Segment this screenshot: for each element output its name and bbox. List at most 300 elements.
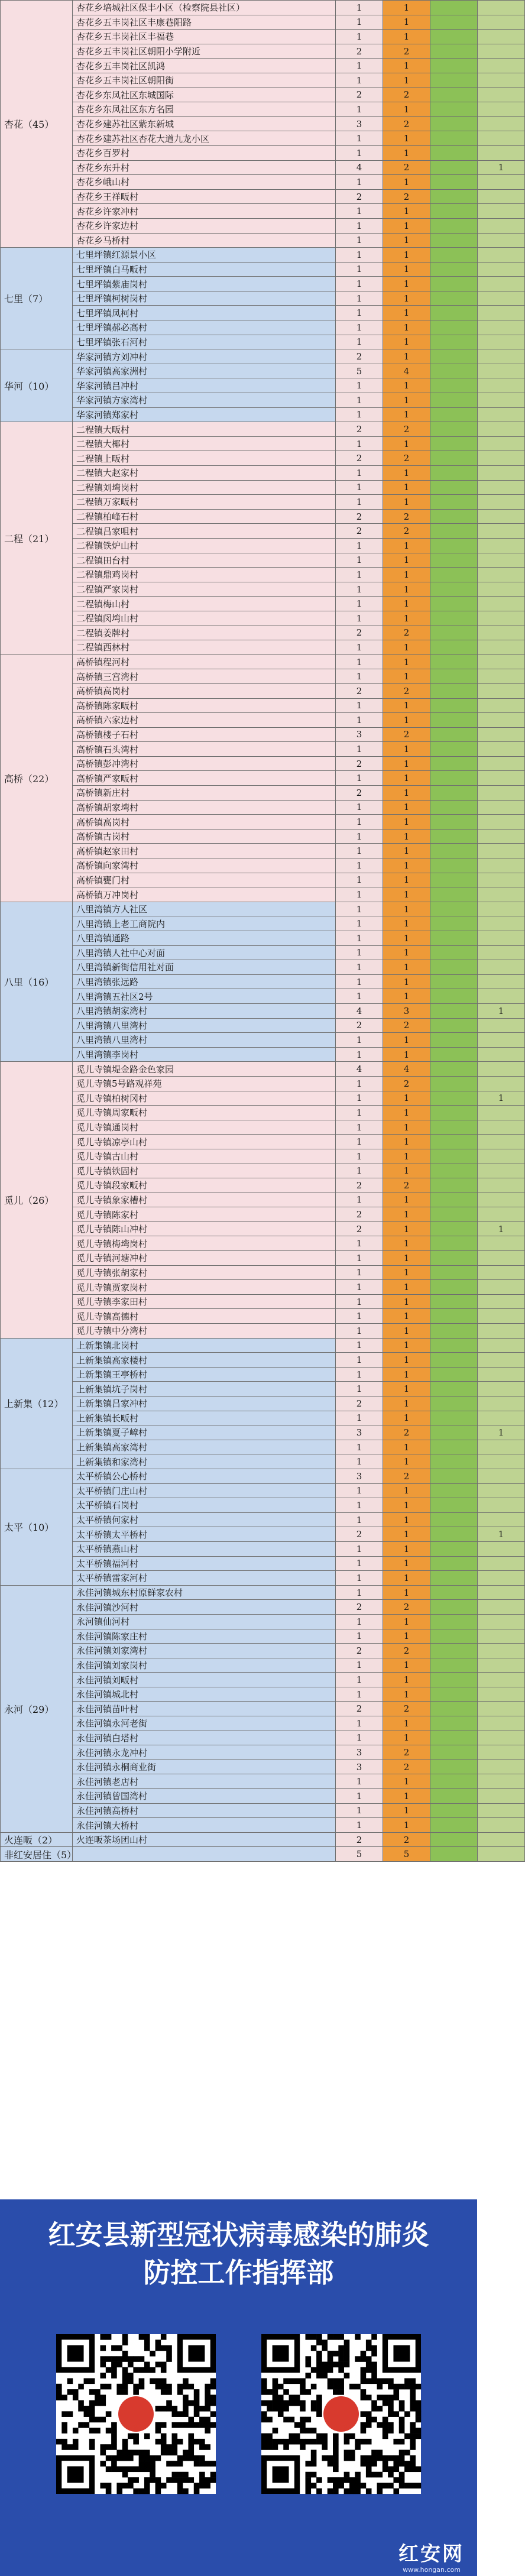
count-total-cell: 1 — [336, 218, 383, 233]
table-row — [1, 1556, 525, 1571]
table-row — [1, 742, 525, 757]
location-cell: 八里湾镇上老工商院内 — [73, 916, 336, 931]
count-total-cell: 1 — [336, 1803, 383, 1818]
count-total-cell: 1 — [336, 887, 383, 902]
count-a-cell: 1 — [383, 1731, 430, 1745]
count-a-cell: 1 — [383, 1353, 430, 1368]
table-row — [1, 1687, 525, 1702]
count-a-cell: 1 — [383, 1716, 430, 1731]
count-a-cell: 1 — [383, 306, 430, 320]
count-c-cell — [478, 611, 525, 626]
table-row — [1, 1, 525, 15]
count-c-cell — [478, 44, 525, 59]
location-cell: 杏花乡东升村 — [73, 160, 336, 175]
count-c-cell — [478, 1207, 525, 1222]
count-a-cell: 2 — [383, 1702, 430, 1716]
location-cell: 永佳河镇白塔村 — [73, 1731, 336, 1745]
count-c-cell — [478, 320, 525, 335]
count-a-cell: 1 — [383, 887, 430, 902]
count-a-cell: 1 — [383, 1483, 430, 1498]
count-total-cell: 1 — [336, 480, 383, 495]
count-b-cell — [430, 1454, 478, 1469]
location-cell: 杏花乡建苏社区杏花大道九龙小区 — [73, 131, 336, 146]
count-total-cell: 1 — [336, 538, 383, 553]
count-c-cell — [478, 582, 525, 597]
count-b-cell — [430, 916, 478, 931]
count-total-cell: 2 — [336, 44, 383, 59]
location-cell: 永佳河镇刘家湾村 — [73, 1644, 336, 1658]
count-a-cell: 1 — [383, 1, 430, 15]
count-c-cell — [478, 654, 525, 669]
count-b-cell — [430, 1193, 478, 1207]
count-a-cell: 1 — [383, 1207, 430, 1222]
location-cell: 杏花乡五丰岗社区凯鸿 — [73, 59, 336, 73]
count-c-cell — [478, 495, 525, 510]
count-b-cell — [430, 568, 478, 582]
count-total-cell: 1 — [336, 974, 383, 989]
table-row — [1, 1280, 525, 1295]
location-cell: 二程镇严家岗村 — [73, 582, 336, 597]
table-row — [1, 640, 525, 655]
count-b-cell — [430, 1629, 478, 1644]
count-total-cell: 1 — [336, 582, 383, 597]
count-total-cell: 1 — [336, 393, 383, 408]
count-a-cell: 1 — [383, 654, 430, 669]
count-c-cell — [478, 102, 525, 117]
table-row — [1, 800, 525, 815]
count-c-cell — [478, 844, 525, 858]
count-c-cell — [478, 480, 525, 495]
count-a-cell: 1 — [383, 175, 430, 190]
count-b-cell — [430, 1716, 478, 1731]
count-total-cell: 1 — [336, 654, 383, 669]
count-b-cell — [430, 466, 478, 481]
count-c-cell — [478, 1498, 525, 1513]
table-row — [1, 1789, 525, 1804]
count-a-cell: 1 — [383, 378, 430, 393]
count-b-cell — [430, 1803, 478, 1818]
location-cell: 高桥镇彭冲湾村 — [73, 756, 336, 771]
location-cell: 高桥镇严家畈村 — [73, 771, 336, 786]
table-row — [1, 262, 525, 277]
table-row — [1, 30, 525, 44]
table-row — [1, 1309, 525, 1324]
count-a-cell: 1 — [383, 1673, 430, 1687]
location-cell: 永佳河镇刘家岗村 — [73, 1658, 336, 1673]
table-row — [1, 59, 525, 73]
count-a-cell: 1 — [383, 1091, 430, 1106]
count-total-cell: 1 — [336, 1774, 383, 1789]
count-c-cell — [478, 1324, 525, 1339]
table-row — [1, 1644, 525, 1658]
location-cell: 永佳河镇大桥村 — [73, 1818, 336, 1833]
location-cell: 杏花乡建苏社区紫东新城 — [73, 116, 336, 131]
count-c-cell — [478, 1440, 525, 1454]
count-c-cell — [478, 902, 525, 916]
table-row — [1, 669, 525, 684]
count-a-cell: 1 — [383, 1571, 430, 1586]
count-a-cell: 1 — [383, 1338, 430, 1353]
count-c-cell — [478, 1789, 525, 1804]
count-c-cell — [478, 1367, 525, 1382]
count-total-cell: 2 — [336, 1221, 383, 1236]
count-c-cell — [478, 873, 525, 887]
table-row — [1, 364, 525, 378]
count-total-cell: 1 — [336, 1294, 383, 1309]
count-a-cell: 2 — [383, 1644, 430, 1658]
table-row — [1, 698, 525, 713]
table-row — [1, 1571, 525, 1586]
count-b-cell — [430, 1382, 478, 1396]
footer-banner — [0, 2199, 477, 2576]
count-b-cell — [430, 1731, 478, 1745]
table-row — [1, 524, 525, 539]
count-c-cell — [478, 1, 525, 15]
count-b-cell — [430, 1062, 478, 1077]
count-b-cell — [430, 800, 478, 815]
count-a-cell: 4 — [383, 1062, 430, 1077]
count-total-cell: 1 — [336, 1, 383, 15]
count-c-cell — [478, 30, 525, 44]
table-row — [1, 1716, 525, 1731]
count-c-cell — [478, 1673, 525, 1687]
count-c-cell — [478, 175, 525, 190]
count-a-cell: 1 — [383, 902, 430, 916]
count-a-cell: 1 — [383, 1789, 430, 1804]
count-c-cell: 1 — [478, 1003, 525, 1018]
table-row — [1, 1818, 525, 1833]
count-total-cell: 1 — [336, 1106, 383, 1120]
count-b-cell — [430, 291, 478, 306]
count-b-cell — [430, 1120, 478, 1135]
location-cell: 二程镇上畈村 — [73, 451, 336, 466]
count-a-cell: 1 — [383, 291, 430, 306]
location-cell: 高桥镇甕门村 — [73, 873, 336, 887]
count-total-cell: 1 — [336, 291, 383, 306]
count-a-cell: 2 — [383, 160, 430, 175]
count-a-cell: 1 — [383, 1236, 430, 1251]
table-row — [1, 1149, 525, 1164]
count-total-cell: 2 — [336, 1018, 383, 1033]
count-b-cell — [430, 1411, 478, 1425]
table-row — [1, 1251, 525, 1266]
count-b-cell — [430, 844, 478, 858]
count-a-cell: 1 — [383, 844, 430, 858]
count-c-cell — [478, 786, 525, 801]
count-total-cell: 1 — [336, 1324, 383, 1339]
count-c-cell — [478, 568, 525, 582]
count-a-cell: 1 — [383, 713, 430, 728]
count-b-cell — [430, 611, 478, 626]
count-a-cell: 1 — [383, 320, 430, 335]
count-a-cell: 1 — [383, 277, 430, 291]
count-total-cell: 1 — [336, 713, 383, 728]
count-b-cell — [430, 1106, 478, 1120]
count-total-cell: 1 — [336, 320, 383, 335]
table-row — [1, 553, 525, 568]
count-total-cell: 2 — [336, 1527, 383, 1542]
location-cell: 觅儿寺镇柏树冈村 — [73, 1091, 336, 1106]
count-total-cell: 1 — [336, 597, 383, 611]
location-cell: 太平桥镇何家村 — [73, 1512, 336, 1527]
footer-title-line2: 防控工作指挥部 — [143, 2257, 334, 2289]
count-c-cell — [478, 291, 525, 306]
count-b-cell — [430, 727, 478, 742]
count-c-cell — [478, 378, 525, 393]
count-total-cell: 1 — [336, 800, 383, 815]
location-cell: 二程镇鼎鸡岗村 — [73, 568, 336, 582]
table-row — [1, 378, 525, 393]
qr-code-left[interactable] — [56, 2334, 216, 2494]
location-cell: 二程镇铁炉山村 — [73, 538, 336, 553]
count-b-cell — [430, 233, 478, 248]
count-b-cell — [430, 335, 478, 349]
count-a-cell: 1 — [383, 1251, 430, 1266]
count-total-cell: 3 — [336, 1425, 383, 1440]
count-a-cell: 1 — [383, 436, 430, 451]
count-c-cell — [478, 1047, 525, 1062]
count-b-cell — [430, 1832, 478, 1847]
count-total-cell: 3 — [336, 727, 383, 742]
town-cell: 华河（10） — [1, 349, 73, 422]
count-c-cell — [478, 1716, 525, 1731]
location-cell: 高桥镇赵家田村 — [73, 844, 336, 858]
count-total-cell: 1 — [336, 669, 383, 684]
table-row — [1, 480, 525, 495]
count-a-cell: 1 — [383, 1396, 430, 1411]
count-c-cell — [478, 15, 525, 30]
count-b-cell — [430, 1236, 478, 1251]
count-a-cell: 1 — [383, 611, 430, 626]
count-total-cell: 2 — [336, 1832, 383, 1847]
count-b-cell — [430, 1644, 478, 1658]
location-cell: 永佳河镇永龙冲村 — [73, 1745, 336, 1760]
count-c-cell — [478, 509, 525, 524]
location-cell: 二程镇柏峰石村 — [73, 509, 336, 524]
table-row — [1, 568, 525, 582]
table-row — [1, 1658, 525, 1673]
count-b-cell — [430, 189, 478, 204]
count-c-cell — [478, 1658, 525, 1673]
count-total-cell: 2 — [336, 189, 383, 204]
location-cell: 永佳河镇永河老街 — [73, 1716, 336, 1731]
count-b-cell — [430, 1, 478, 15]
count-b-cell — [430, 1178, 478, 1193]
count-total-cell: 3 — [336, 116, 383, 131]
count-b-cell — [430, 1367, 478, 1382]
count-b-cell — [430, 1440, 478, 1454]
count-a-cell: 1 — [383, 1106, 430, 1120]
count-a-cell: 1 — [383, 1193, 430, 1207]
location-cell: 上新集镇坑子岗村 — [73, 1382, 336, 1396]
count-a-cell: 1 — [383, 945, 430, 960]
count-a-cell: 3 — [383, 1003, 430, 1018]
location-cell: 永河镇仙河村 — [73, 1614, 336, 1629]
location-cell: 高桥镇三宫湾村 — [73, 669, 336, 684]
location-cell: 二程镇姜牌村 — [73, 626, 336, 640]
count-total-cell: 2 — [336, 88, 383, 102]
count-total-cell: 1 — [336, 1076, 383, 1091]
count-b-cell — [430, 1818, 478, 1833]
count-b-cell — [430, 422, 478, 437]
count-c-cell — [478, 800, 525, 815]
count-a-cell: 4 — [383, 364, 430, 378]
count-total-cell: 4 — [336, 160, 383, 175]
count-a-cell: 1 — [383, 1629, 430, 1644]
location-cell: 八里湾镇人社中心对面 — [73, 945, 336, 960]
count-a-cell: 1 — [383, 771, 430, 786]
location-cell: 太平桥镇太平桥村 — [73, 1527, 336, 1542]
location-cell: 太平桥镇燕山村 — [73, 1541, 336, 1556]
count-a-cell: 1 — [383, 1382, 430, 1396]
count-c-cell — [478, 1832, 525, 1847]
count-c-cell — [478, 1265, 525, 1280]
count-total-cell: 1 — [336, 1411, 383, 1425]
count-total-cell: 1 — [336, 1556, 383, 1571]
count-c-cell — [478, 1309, 525, 1324]
count-total-cell: 1 — [336, 1309, 383, 1324]
table-row — [1, 916, 525, 931]
count-c-cell — [478, 1600, 525, 1615]
count-c-cell — [478, 1585, 525, 1600]
count-b-cell — [430, 436, 478, 451]
count-a-cell: 1 — [383, 1614, 430, 1629]
table-row — [1, 1106, 525, 1120]
count-b-cell — [430, 553, 478, 568]
count-a-cell: 1 — [383, 1411, 430, 1425]
count-a-cell: 2 — [383, 1469, 430, 1483]
count-total-cell: 2 — [336, 451, 383, 466]
count-c-cell — [478, 1193, 525, 1207]
table-row — [1, 1294, 525, 1309]
table-row — [1, 1512, 525, 1527]
count-c-cell — [478, 364, 525, 378]
count-c-cell — [478, 1033, 525, 1048]
count-c-cell — [478, 277, 525, 291]
table-row — [1, 1324, 525, 1339]
count-total-cell: 1 — [336, 1454, 383, 1469]
qr-code-icon — [56, 2334, 216, 2494]
location-cell: 上新集镇北岗村 — [73, 1338, 336, 1353]
count-c-cell — [478, 1687, 525, 1702]
count-a-cell: 2 — [383, 116, 430, 131]
count-b-cell — [430, 1760, 478, 1774]
count-total-cell: 1 — [336, 1338, 383, 1353]
count-a-cell: 1 — [383, 742, 430, 757]
table-row — [1, 393, 525, 408]
location-cell: 杏花乡峨山村 — [73, 175, 336, 190]
town-cell: 八里（16） — [1, 902, 73, 1062]
count-total-cell: 1 — [336, 248, 383, 263]
count-total-cell: 1 — [336, 742, 383, 757]
count-total-cell: 1 — [336, 1353, 383, 1368]
table-row — [1, 945, 525, 960]
count-total-cell: 2 — [336, 524, 383, 539]
table-row — [1, 204, 525, 219]
count-total-cell: 1 — [336, 1483, 383, 1498]
count-total-cell: 1 — [336, 858, 383, 873]
count-total-cell: 2 — [336, 1600, 383, 1615]
count-b-cell — [430, 1658, 478, 1673]
count-total-cell: 1 — [336, 844, 383, 858]
count-b-cell — [430, 1164, 478, 1178]
count-b-cell — [430, 582, 478, 597]
count-a-cell: 2 — [383, 189, 430, 204]
table-row — [1, 349, 525, 364]
count-b-cell — [430, 829, 478, 844]
table-row — [1, 1178, 525, 1193]
count-b-cell — [430, 974, 478, 989]
count-b-cell — [430, 1033, 478, 1048]
count-a-cell: 2 — [383, 1018, 430, 1033]
qr-code-right[interactable] — [261, 2334, 421, 2494]
count-total-cell: 1 — [336, 1629, 383, 1644]
count-total-cell: 1 — [336, 1367, 383, 1382]
count-b-cell — [430, 364, 478, 378]
location-cell: 八里湾镇八里湾村 — [73, 1033, 336, 1048]
count-c-cell — [478, 1483, 525, 1498]
count-c-cell — [478, 1454, 525, 1469]
count-total-cell: 1 — [336, 59, 383, 73]
count-a-cell: 1 — [383, 349, 430, 364]
count-c-cell — [478, 262, 525, 277]
count-total-cell: 1 — [336, 306, 383, 320]
table-row — [1, 771, 525, 786]
count-b-cell — [430, 1614, 478, 1629]
count-total-cell: 1 — [336, 1280, 383, 1295]
count-b-cell — [430, 1585, 478, 1600]
count-a-cell: 1 — [383, 553, 430, 568]
table-row — [1, 538, 525, 553]
count-a-cell: 1 — [383, 495, 430, 510]
table-row — [1, 277, 525, 291]
location-cell: 八里湾镇新街信用社对面 — [73, 960, 336, 975]
location-cell: 永佳河镇苗叶村 — [73, 1702, 336, 1716]
table-row — [1, 1760, 525, 1774]
location-cell: 高桥镇新庄村 — [73, 786, 336, 801]
count-b-cell — [430, 786, 478, 801]
count-a-cell: 2 — [383, 1425, 430, 1440]
count-total-cell: 1 — [336, 436, 383, 451]
count-total-cell: 1 — [336, 931, 383, 946]
table-row — [1, 1396, 525, 1411]
count-total-cell: 2 — [336, 1396, 383, 1411]
count-b-cell — [430, 320, 478, 335]
count-total-cell: 2 — [336, 626, 383, 640]
count-a-cell: 1 — [383, 15, 430, 30]
count-b-cell — [430, 756, 478, 771]
count-c-cell — [478, 1556, 525, 1571]
table-row — [1, 1454, 525, 1469]
count-b-cell — [430, 1294, 478, 1309]
count-b-cell — [430, 815, 478, 829]
table-row — [1, 102, 525, 117]
location-cell: 杏花乡东凤社区东方名园 — [73, 102, 336, 117]
location-cell: 华家河镇吕冲村 — [73, 378, 336, 393]
table-row — [1, 233, 525, 248]
count-b-cell — [430, 538, 478, 553]
count-b-cell — [430, 1221, 478, 1236]
count-a-cell: 2 — [383, 509, 430, 524]
table-row — [1, 815, 525, 829]
count-b-cell — [430, 873, 478, 887]
location-cell: 二程镇万家畈村 — [73, 495, 336, 510]
count-a-cell: 1 — [383, 1294, 430, 1309]
location-cell: 觅儿寺镇通岗村 — [73, 1120, 336, 1135]
table-row — [1, 931, 525, 946]
table-row — [1, 407, 525, 422]
count-b-cell — [430, 1076, 478, 1091]
